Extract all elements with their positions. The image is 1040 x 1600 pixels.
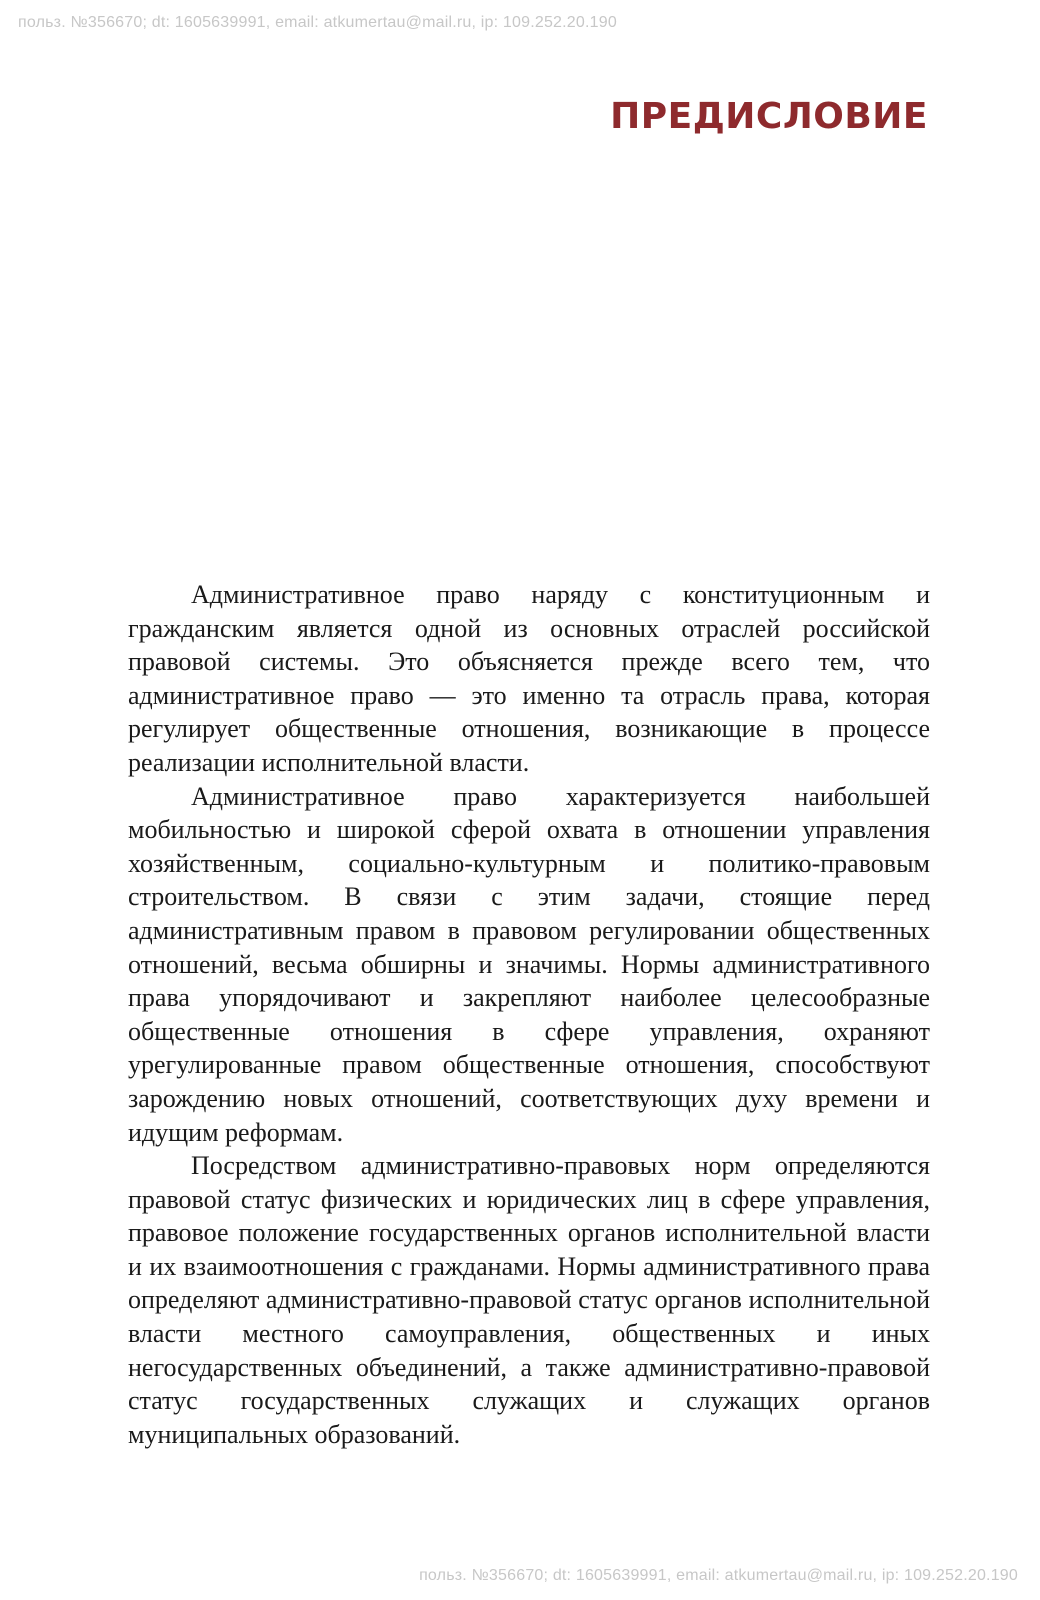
paragraph-2: Административное право характеризуется наибольшей мобильностью и широкой сферой охвата в отношении управления хозяйственным, социально-культурным и политико-правовым строительством. В связи с этим задачи, стоящие перед административным правом в правовом регулировании общественных отношений, весьма обширны и значимы. Нормы административного права упорядочивают и закрепляют наиболее целесообразные общественные отношения в сфере управления, охраняют урегулированные правом общественные отношения, способствуют зарождению новых отношений, соответствующих духу времени и идущим реформам. xyxy=(128,781,930,1147)
body-text xyxy=(128,578,930,1451)
paragraph-3: Посредством административно-правовых норм определяются правовой статус физических и юридических лиц в сфере управления, правовое положение государственных органов исполнительной власти и их взаимоотношения с гражданами. Нормы административного права определяют административно-правовой статус органов исполнительной власти местного самоуправления, общественных и иных негосударственных объединений, а также административно-правовой статус государственных служащих и служащих органов муниципальных образований. xyxy=(128,1151,930,1449)
paragraph-1: Административное право наряду с конституционным и гражданским является одной из основных отраслей российской правовой системы. Это объясняется прежде всего тем, что административное право — это именно та отрасль права, которая регулирует общественные отношения, возникающие в процессе реализации исполнительной власти. xyxy=(128,580,930,777)
page-title: ПРЕДИСЛОВИЕ xyxy=(610,96,928,137)
watermark-bottom: польз. №356670; dt: 1605639991, email: atkumertau@mail.ru, ip: 109.252.20.190 xyxy=(419,1567,1018,1584)
watermark-top: польз. №356670; dt: 1605639991, email: atkumertau@mail.ru, ip: 109.252.20.190 xyxy=(18,14,617,31)
